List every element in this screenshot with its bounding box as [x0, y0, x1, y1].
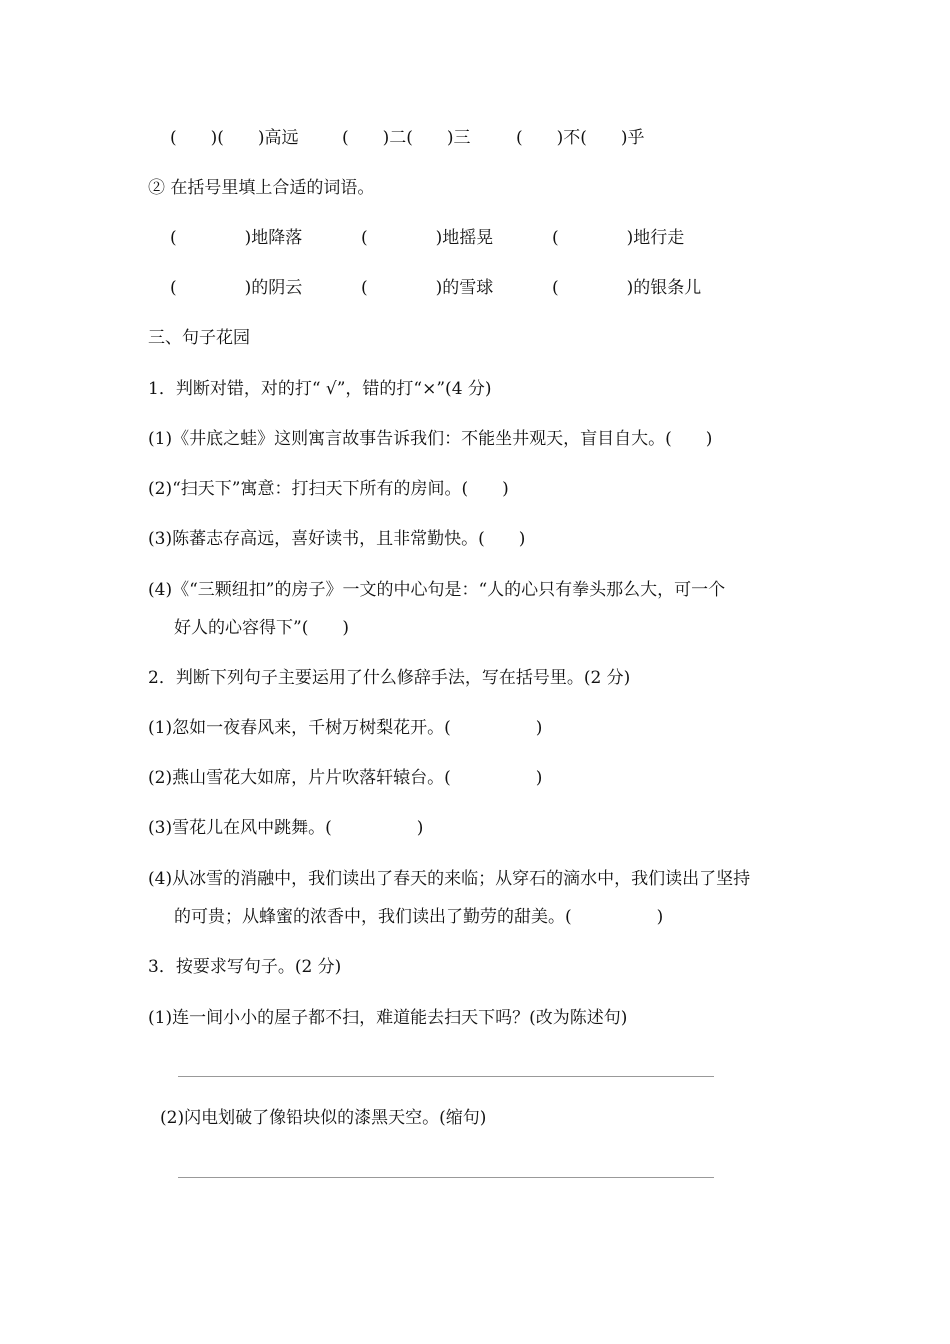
fill-blank-1-1: ( )地降落 — [170, 228, 303, 248]
answer-line-2[interactable] — [178, 1177, 714, 1178]
fill-blank-1-2: ( )地摇晃 — [361, 228, 494, 248]
answer-line-1[interactable] — [178, 1076, 714, 1077]
idiom-blank-2: ( )二( )三 — [342, 128, 471, 148]
q1-item-3: (3)陈蕃志存高远，喜好读书，且非常勤快。( ) — [148, 529, 526, 549]
q2-item-4-cont: 的可贵；从蜂蜜的浓香中，我们读出了勤劳的甜美。( ) — [174, 907, 664, 927]
q3-item-1: (1)连一间小小的屋子都不扫，难道能去扫天下吗？(改为陈述句) — [148, 1008, 628, 1028]
fill-blank-2-3: ( )的银条儿 — [552, 278, 702, 298]
q2-item-1: (1)忽如一夜春风来，千树万树梨花开。( ) — [148, 718, 543, 738]
section3-title: 三、句子花园 — [148, 328, 250, 348]
q1-title: 1．判断对错，对的打“ √”，错的打“×”(4 分) — [148, 379, 492, 399]
q1-item-2: (2)“扫天下”寓意：打扫天下所有的房间。( ) — [148, 479, 509, 499]
fill-blank-2-1: ( )的阴云 — [170, 278, 303, 298]
fill-intro: ② 在括号里填上合适的词语。 — [148, 178, 375, 198]
q1-item-4: (4)《“三颗纽扣”的房子》一文的中心句是：“人的心只有拳头那么大，可一个 — [148, 580, 726, 600]
idiom-blank-1: ( )( )高远 — [170, 128, 299, 148]
q2-item-3: (3)雪花儿在风中跳舞。( ) — [148, 818, 424, 838]
q1-item-4-cont: 好人的心容得下”( ) — [174, 618, 349, 638]
q2-title: 2．判断下列句子主要运用了什么修辞手法，写在括号里。(2 分) — [148, 668, 631, 688]
q1-item-1: (1)《井底之蛙》这则寓言故事告诉我们：不能坐井观天，盲目自大。( ) — [148, 429, 713, 449]
q3-title: 3．按要求写句子。(2 分) — [148, 957, 342, 977]
q2-item-2: (2)燕山雪花大如席，片片吹落轩辕台。( ) — [148, 768, 543, 788]
q3-item-2: (2)闪电划破了像铅块似的漆黑天空。(缩句) — [160, 1108, 487, 1128]
fill-blank-2-2: ( )的雪球 — [361, 278, 494, 298]
q2-item-4: (4)从冰雪的消融中，我们读出了春天的来临；从穿石的滴水中，我们读出了坚持 — [148, 869, 751, 889]
idiom-blank-3: ( )不( )乎 — [516, 128, 645, 148]
fill-blank-1-3: ( )地行走 — [552, 228, 685, 248]
